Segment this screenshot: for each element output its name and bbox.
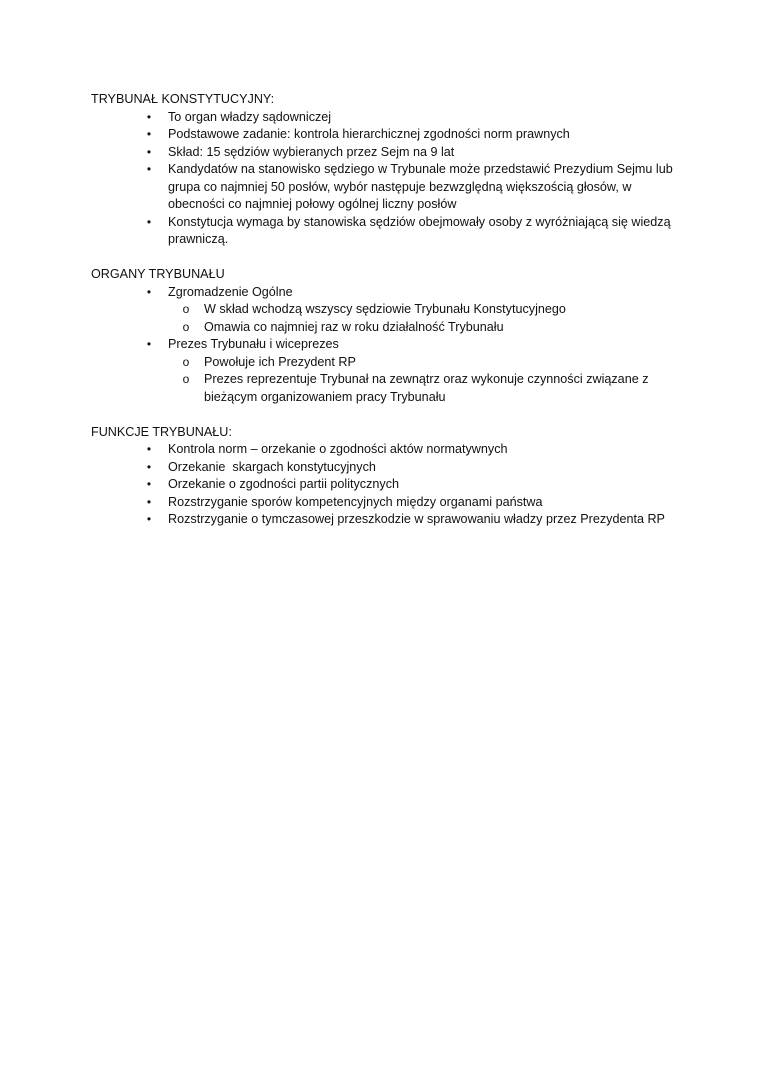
section-organy-trybunalu: [91, 266, 681, 406]
list-item-text: Rozstrzyganie o tymczasowej przeszkodzie w sprawowaniu władzy przez Prezydenta RP: [168, 512, 665, 526]
sub-bullet-list: [168, 354, 681, 407]
list-item: [146, 144, 681, 162]
bullet-icon: •: [146, 459, 152, 474]
circle-bullet-icon: o: [182, 302, 190, 316]
bullet-icon: •: [146, 477, 152, 491]
list-item-text: Kandydatów na stanowisko sędziego w Trybunale może przedstawić Prezydium Sejmu lub grupa co najmniej 50 posłów, wybór następuje bezwzględną większością głosów, w obecności co najmniej połowy ogólnej liczny posłów: [168, 162, 673, 211]
list-item-text: Orzekanie skargach konstytucyjnych: [168, 459, 376, 474]
bullet-icon: •: [146, 337, 152, 351]
sub-list-item-text: Powołuje ich Prezydent RP: [204, 354, 356, 369]
list-item: [146, 284, 681, 337]
bullet-icon: •: [146, 127, 152, 141]
section-title: FUNKCJE TRYBUNAŁU:: [91, 424, 232, 439]
sub-list-item: [182, 301, 681, 319]
sub-list-item: [182, 371, 681, 406]
sub-bullet-list: [168, 301, 681, 336]
list-item-text: Kontrola norm – orzekanie o zgodności aktów normatywnych: [168, 442, 508, 456]
sub-list-item: [182, 319, 681, 337]
section-title: ORGANY TRYBUNAŁU: [91, 267, 225, 281]
list-item-text: Prezes Trybunału i wiceprezes: [168, 337, 339, 351]
bullet-icon: •: [146, 162, 152, 176]
list-item: [146, 109, 681, 127]
list-item: [146, 441, 681, 459]
list-item: [146, 161, 681, 214]
sub-list-item-text: Omawia co najmniej raz w roku działalność Trybunału: [204, 319, 504, 334]
section-trybunal-konstytucyjny: [91, 91, 681, 249]
section-funkcje-trybunalu: [91, 424, 681, 529]
sub-list-item-text: W skład wchodzą wszyscy sędziowie Trybunału Konstytucyjnego: [204, 302, 566, 316]
bullet-list: [91, 109, 681, 249]
bullet-icon: •: [146, 494, 152, 509]
list-item-text: Zgromadzenie Ogólne: [168, 284, 293, 299]
bullet-icon: •: [146, 284, 152, 299]
sub-list-item-text: Prezes reprezentuje Trybunał na zewnątrz oraz wykonuje czynności związane z bieżącym organizowaniem pracy Trybunału: [204, 372, 649, 404]
document-page: [91, 91, 681, 546]
list-item-text: Rozstrzyganie sporów kompetencyjnych między organami państwa: [168, 494, 543, 509]
circle-bullet-icon: o: [182, 372, 190, 386]
list-item-text: Skład: 15 sędziów wybieranych przez Sejm na 9 lat: [168, 144, 455, 159]
list-item: [146, 126, 681, 144]
sub-list-item: [182, 354, 681, 372]
list-item-text: Orzekanie o zgodności partii politycznych: [168, 477, 399, 491]
list-item: [146, 494, 681, 512]
bullet-icon: •: [146, 144, 152, 159]
list-item-text: To organ władzy sądowniczej: [168, 109, 332, 124]
list-item-text: Konstytucja wymaga by stanowiska sędziów obejmowały osoby z wyróżniającą się wiedzą prawniczą.: [168, 214, 671, 246]
bullet-icon: •: [146, 442, 152, 456]
circle-bullet-icon: o: [182, 354, 190, 369]
list-item: [146, 214, 681, 249]
list-item: [146, 476, 681, 494]
circle-bullet-icon: o: [182, 319, 190, 334]
bullet-list: [91, 441, 681, 529]
bullet-list: [91, 284, 681, 407]
list-item: [146, 336, 681, 406]
section-title: TRYBUNAŁ KONSTYTUCYJNY:: [91, 92, 275, 106]
list-item: [146, 459, 681, 477]
bullet-icon: •: [146, 109, 152, 124]
bullet-icon: •: [146, 512, 152, 526]
bullet-icon: •: [146, 214, 152, 229]
list-item-text: Podstawowe zadanie: kontrola hierarchicznej zgodności norm prawnych: [168, 127, 570, 141]
list-item: [146, 511, 681, 529]
